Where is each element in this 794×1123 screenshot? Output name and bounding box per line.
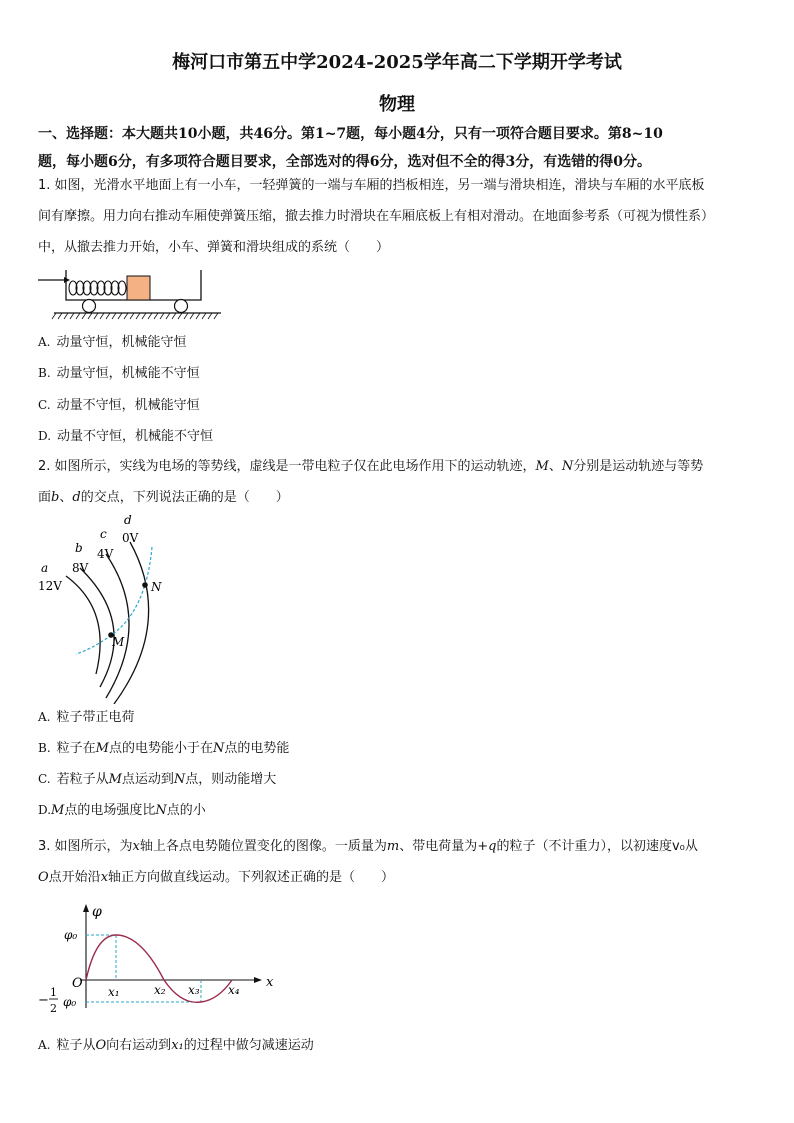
question-2-option-a[interactable]: A. 粒子带正电荷 (38, 710, 135, 725)
option-letter: B. (38, 366, 51, 380)
axis-phi: φ (92, 904, 102, 920)
label-4v: 4V (97, 547, 114, 561)
neg-sign: − (38, 993, 49, 1008)
section-line-1: 一、选择题：本大题共10小题，共46分。第1~7题，每小题4分，只有一项符合题目要求。第8~10 (38, 126, 663, 142)
option-text: 动量不守恒，机械能守恒 (56, 398, 200, 413)
phi0-label: φ₀ (64, 928, 78, 942)
question-2-text (38, 451, 758, 513)
question-1-option-b[interactable] (38, 363, 200, 384)
question-2-option-d[interactable]: D.M点的电场强度比N点的小 (38, 803, 206, 818)
question-2-line-1: 2. 如图所示，实线为电场的等势线，虚线是一带电粒子仅在此电场作用下的运动轨迹，M、N分别是运动轨迹与等势 (38, 459, 704, 474)
label-point-m: M (112, 635, 125, 649)
question-1-option-c[interactable] (38, 395, 200, 416)
question-1-line-3: 中，从撤去推力开始，小车、弹簧和滑块组成的系统（ ） (38, 240, 390, 255)
x3-label: x₃ (188, 983, 200, 997)
potential-graph (36, 900, 276, 1020)
option-text: 动量守恒，机械能守恒 (56, 335, 187, 350)
label-b: b (75, 541, 83, 555)
option-letter: D. (38, 429, 52, 443)
x4-label: x₄ (228, 983, 240, 997)
label-c: c (100, 527, 107, 541)
question-2-option-c[interactable]: C. 若粒子从M点运动到N点，则动能增大 (38, 772, 277, 787)
question-1-text (38, 170, 758, 263)
label-8v: 8V (72, 561, 89, 575)
section-instructions (38, 120, 758, 176)
label-point-n: N (151, 580, 162, 594)
question-3-line-2: O点开始沿x轴正方向做直线运动。下列叙述正确的是（ ） (38, 870, 395, 885)
subject-title: 物理 (379, 94, 415, 115)
question-3-option-a[interactable]: A. 粒子从O向右运动到x₁的过程中做匀减速运动 (38, 1038, 314, 1053)
x2-label: x₂ (154, 983, 166, 997)
cart-spring-figure (38, 266, 228, 324)
question-1-line-2: 间有摩擦。用力向右推动车厢使弹簧压缩，撤去推力时滑块在车厢底板上有相对滑动。在地面参考系（可视为惯性系） (38, 209, 715, 224)
exam-title: 梅河口市第五中学2024-2025学年高二下学期开学考试 (172, 52, 622, 73)
question-1-option-d[interactable] (38, 426, 213, 447)
question-2-line-2: 面b、d的交点，下列说法正确的是（ ） (38, 490, 289, 505)
label-a: a (41, 561, 49, 575)
label-d: d (124, 513, 132, 527)
section-line-2: 题，每小题6分，有多项符合题目要求，全部选对的得6分，选对但不全的得3分，有选错的得0分。 (38, 154, 651, 170)
question-1-line-1: 1. 如图，光滑水平地面上有一小车，一轻弹簧的一端与车厢的挡板相连，另一端与滑块相连，滑块与车厢的水平底板 (38, 178, 705, 193)
option-letter: C. (38, 398, 51, 412)
neg-phi0-label: φ₀ (63, 995, 77, 1009)
option-text: 动量不守恒，机械能不守恒 (57, 429, 214, 444)
neg-num: 1 (50, 986, 57, 999)
question-1-option-a[interactable] (38, 332, 187, 353)
equipotential-figure (34, 512, 164, 704)
label-12v: 12V (38, 579, 62, 593)
axis-x: x (266, 975, 274, 990)
origin-label: O (72, 976, 83, 991)
label-0v: 0V (122, 531, 139, 545)
question-3-text (38, 831, 758, 893)
option-text: 动量守恒，机械能不守恒 (56, 366, 200, 381)
option-letter: A. (38, 335, 51, 349)
x1-label: x₁ (108, 985, 120, 999)
neg-den: 2 (50, 1002, 57, 1015)
question-3-line-1: 3. 如图所示，为x轴上各点电势随位置变化的图像。一质量为m、带电荷量为+q的粒子（不计重力），以初速度v₀从 (38, 839, 698, 854)
question-2-option-b[interactable]: B. 粒子在M点的电势能小于在N点的电势能 (38, 741, 290, 756)
